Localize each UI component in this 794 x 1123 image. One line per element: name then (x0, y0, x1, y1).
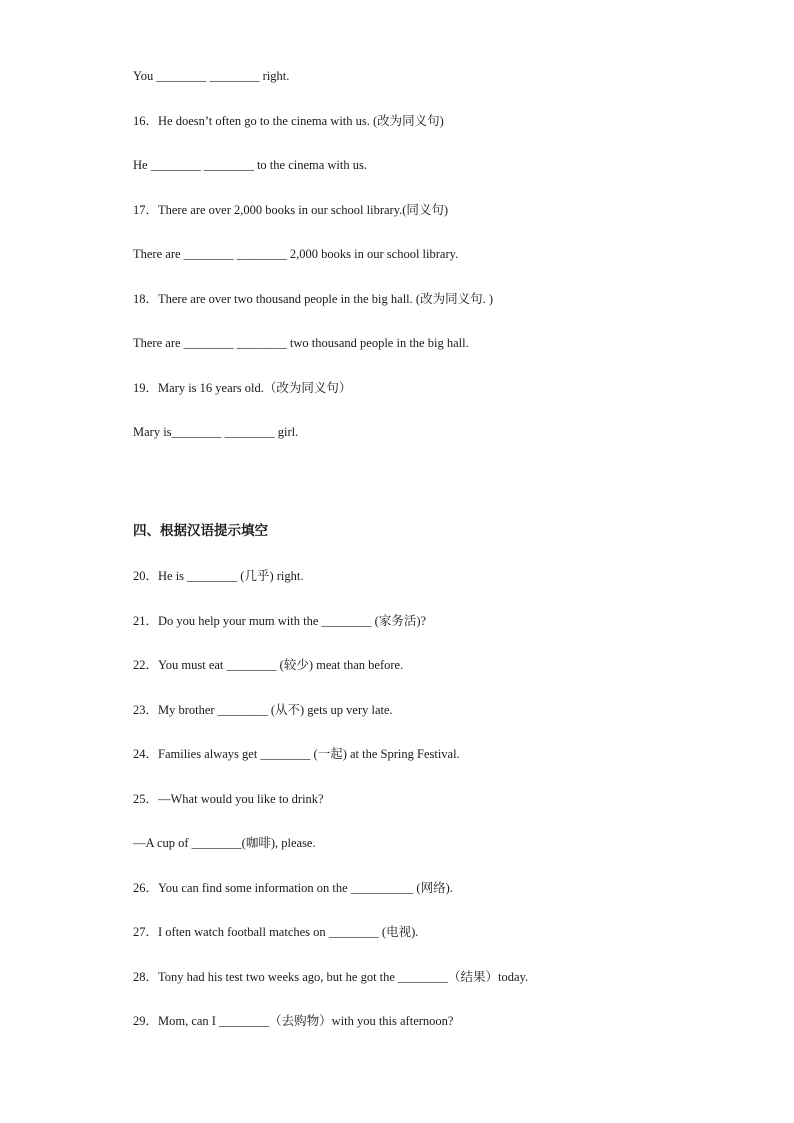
question-21: 21．Do you help your mum with the ________ (家务活)? (133, 614, 427, 628)
question-29: 29．Mom, can I ________（去购物）with you this afternoon? (133, 1014, 454, 1028)
question-18: 18．There are over two thousand people in the big hall. (改为同义句. ) (133, 292, 493, 306)
answer-line-15: You ________ ________ right. (133, 69, 290, 83)
answer-line-16: He ________ ________ to the cinema with us. (133, 158, 367, 172)
question-27: 27．I often watch football matches on ________ (电视). (133, 925, 419, 939)
answer-line-18: There are ________ ________ two thousand people in the big hall. (133, 336, 469, 350)
question-28: 28．Tony had his test two weeks ago, but he got the ________（结果）today. (133, 970, 529, 984)
question-23: 23．My brother ________ (从不) gets up very late. (133, 703, 393, 717)
question-19: 19．Mary is 16 years old.（改为同义句） (133, 381, 352, 395)
question-20: 20．He is ________ (几乎) right. (133, 569, 304, 583)
question-16: 16．He doesn’t often go to the cinema with us. (改为同义句) (133, 114, 444, 128)
section-heading: 四、根据汉语提示填空 (133, 523, 268, 539)
question-24: 24．Families always get ________ (一起) at the Spring Festival. (133, 747, 460, 761)
answer-line-25: —A cup of ________(咖啡), please. (133, 836, 316, 850)
answer-line-19: Mary is________ ________ girl. (133, 425, 299, 439)
question-25: 25．—What would you like to drink? (133, 792, 324, 806)
answer-line-17: There are ________ ________ 2,000 books in our school library. (133, 247, 459, 261)
question-22: 22．You must eat ________ (较少) meat than before. (133, 658, 404, 672)
question-26: 26．You can find some information on the __________ (网络). (133, 881, 453, 895)
question-17: 17．There are over 2,000 books in our school library.(同义句) (133, 203, 449, 217)
